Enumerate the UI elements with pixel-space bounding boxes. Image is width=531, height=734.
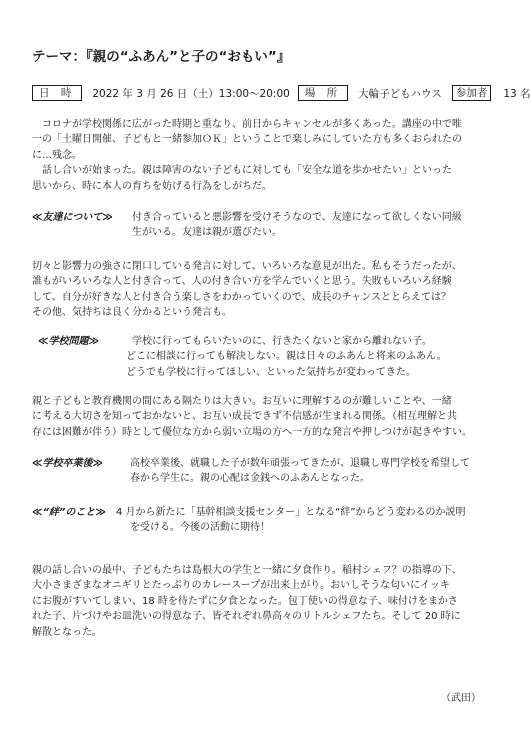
participants-label: 参加者 <box>452 85 492 101</box>
date-value: 2022 年 3 月 26 日（土）13:00～20:00 <box>92 87 290 100</box>
author-signature: （武田） <box>441 693 481 704</box>
section-kizuna-line: を受ける。今後の活動に期待！ <box>130 522 270 534</box>
discussion-line: 誰もがいろいろな人と付き合って、人の付き合い方を学んでいくと思う。失敗もいろいろ経験 <box>32 276 452 288</box>
discussion-paragraph-2 <box>32 394 494 440</box>
section-after-graduation-label: ≪学校卒業後≫ <box>32 458 103 469</box>
section-school <box>38 334 447 378</box>
closing-line: れた子、片づけやお皿洗いの得意な子、皆それぞれ鼻高々のリトルシェフたち。そして 20 時に <box>32 611 461 623</box>
discussion-line: 切々と影響力の強さに閉口している発言に対して、いろいろな意見が出た。私もそうだったが、 <box>32 261 462 272</box>
intro-line: 思いから、時に本人の育ちを妨げる行為をしがちだ。 <box>32 180 272 192</box>
section-kizuna-line: 4 月から新たに「基幹相談支援センター」となる“絆”からどう変わるのか説明 <box>116 507 466 518</box>
section-kizuna-label: ≪“絆”のこと≫ <box>32 507 106 518</box>
closing-line: 大小さまざまなオニギリとたっぷりのカレースープが出来上がり。おいしそうな匂いにイッキ <box>32 580 450 592</box>
closing-line: 解散となった。 <box>32 626 102 638</box>
meeting-info-row <box>32 85 531 101</box>
section-school-label: ≪学校問題≫ <box>38 336 99 347</box>
closing-line: にお腹がすいてしまい、18 時を待たずに夕食となった。包丁使いの得意な子、味付けをまかさ <box>32 595 458 607</box>
intro-line: 一の「土曜日開催、子どもと一緒参加ＯＫ」ということで楽しみにしていた方も多くおられたの <box>32 134 462 146</box>
section-school-line: どうでも学校に行ってほしい、といった気持ちが変わってきた。 <box>126 366 416 378</box>
date-label: 日 時 <box>32 85 82 101</box>
section-after-graduation <box>32 456 470 485</box>
place-label: 場 所 <box>298 85 348 101</box>
discussion-line: 存には困難が伴う）時として優位な方から弱い立場の方へ一方的な発言や押しつけが起きやすい。 <box>32 426 472 438</box>
intro-paragraph <box>32 117 494 194</box>
closing-line: 親の話し合いの最中、子どもたちは島根大の学生と一緒に夕食作り。稲村シェフ？の指導の下、 <box>32 565 462 576</box>
section-kizuna <box>32 505 466 534</box>
discussion-line: その他、気持ちは良く分かるという発言も。 <box>32 307 232 319</box>
intro-line: に…残念。 <box>32 149 82 161</box>
discussion-line: に考える大切さを知っておかないと、お互い成長できず不信感が生まれる関係。（相互理解と共 <box>32 411 457 423</box>
participants-value: 13 名 <box>503 87 531 100</box>
closing-paragraph <box>32 563 494 640</box>
document-title: テーマ：『親の“ふあん”と子の“おもい”』 <box>32 49 291 65</box>
section-friends-line: 生がいる。友達は親が選びたい。 <box>132 227 282 239</box>
discussion-line: 親と子どもと教育機関の間にある隔たりは大きい。お互いに理解するのが難しいことや、一緒 <box>32 396 452 407</box>
section-school-line: 学校に行ってもらいたいのに、行きたくないと家から離れない子。 <box>132 336 432 347</box>
place-value: 大輪子どもハウス <box>358 87 442 100</box>
discussion-paragraph-1 <box>32 259 494 321</box>
section-friends-label: ≪友達について≫ <box>32 212 113 223</box>
section-after-graduation-line: 春から学生に。親の心配は金銭へのふあんとなった。 <box>130 473 370 485</box>
section-school-line: どこに相談に行っても解決しない。親は日々のふあんと将来のふあん。 <box>126 351 447 363</box>
section-after-graduation-line: 高校卒業後、就職した子が数年頑張ってきたが、退職し専門学校を希望して <box>130 458 470 469</box>
intro-line: 話し合いが始まった。親は障害のない子どもに対しても「安全な道を歩かせたい」といった <box>42 165 452 177</box>
discussion-line: して、自分が好きな人と付き合う楽しさをわかっていくので、成長のチャンスととらえては？ <box>32 291 451 303</box>
intro-line: コロナが学校関係に広がった時期と重なり、前日からキャンセルが多くあった。講座の中で唯 <box>42 119 462 130</box>
section-friends-line: 付き合っていると悪影響を受けそうなので、友達になって欲しくない同級 <box>132 212 462 223</box>
section-friends <box>32 210 462 239</box>
